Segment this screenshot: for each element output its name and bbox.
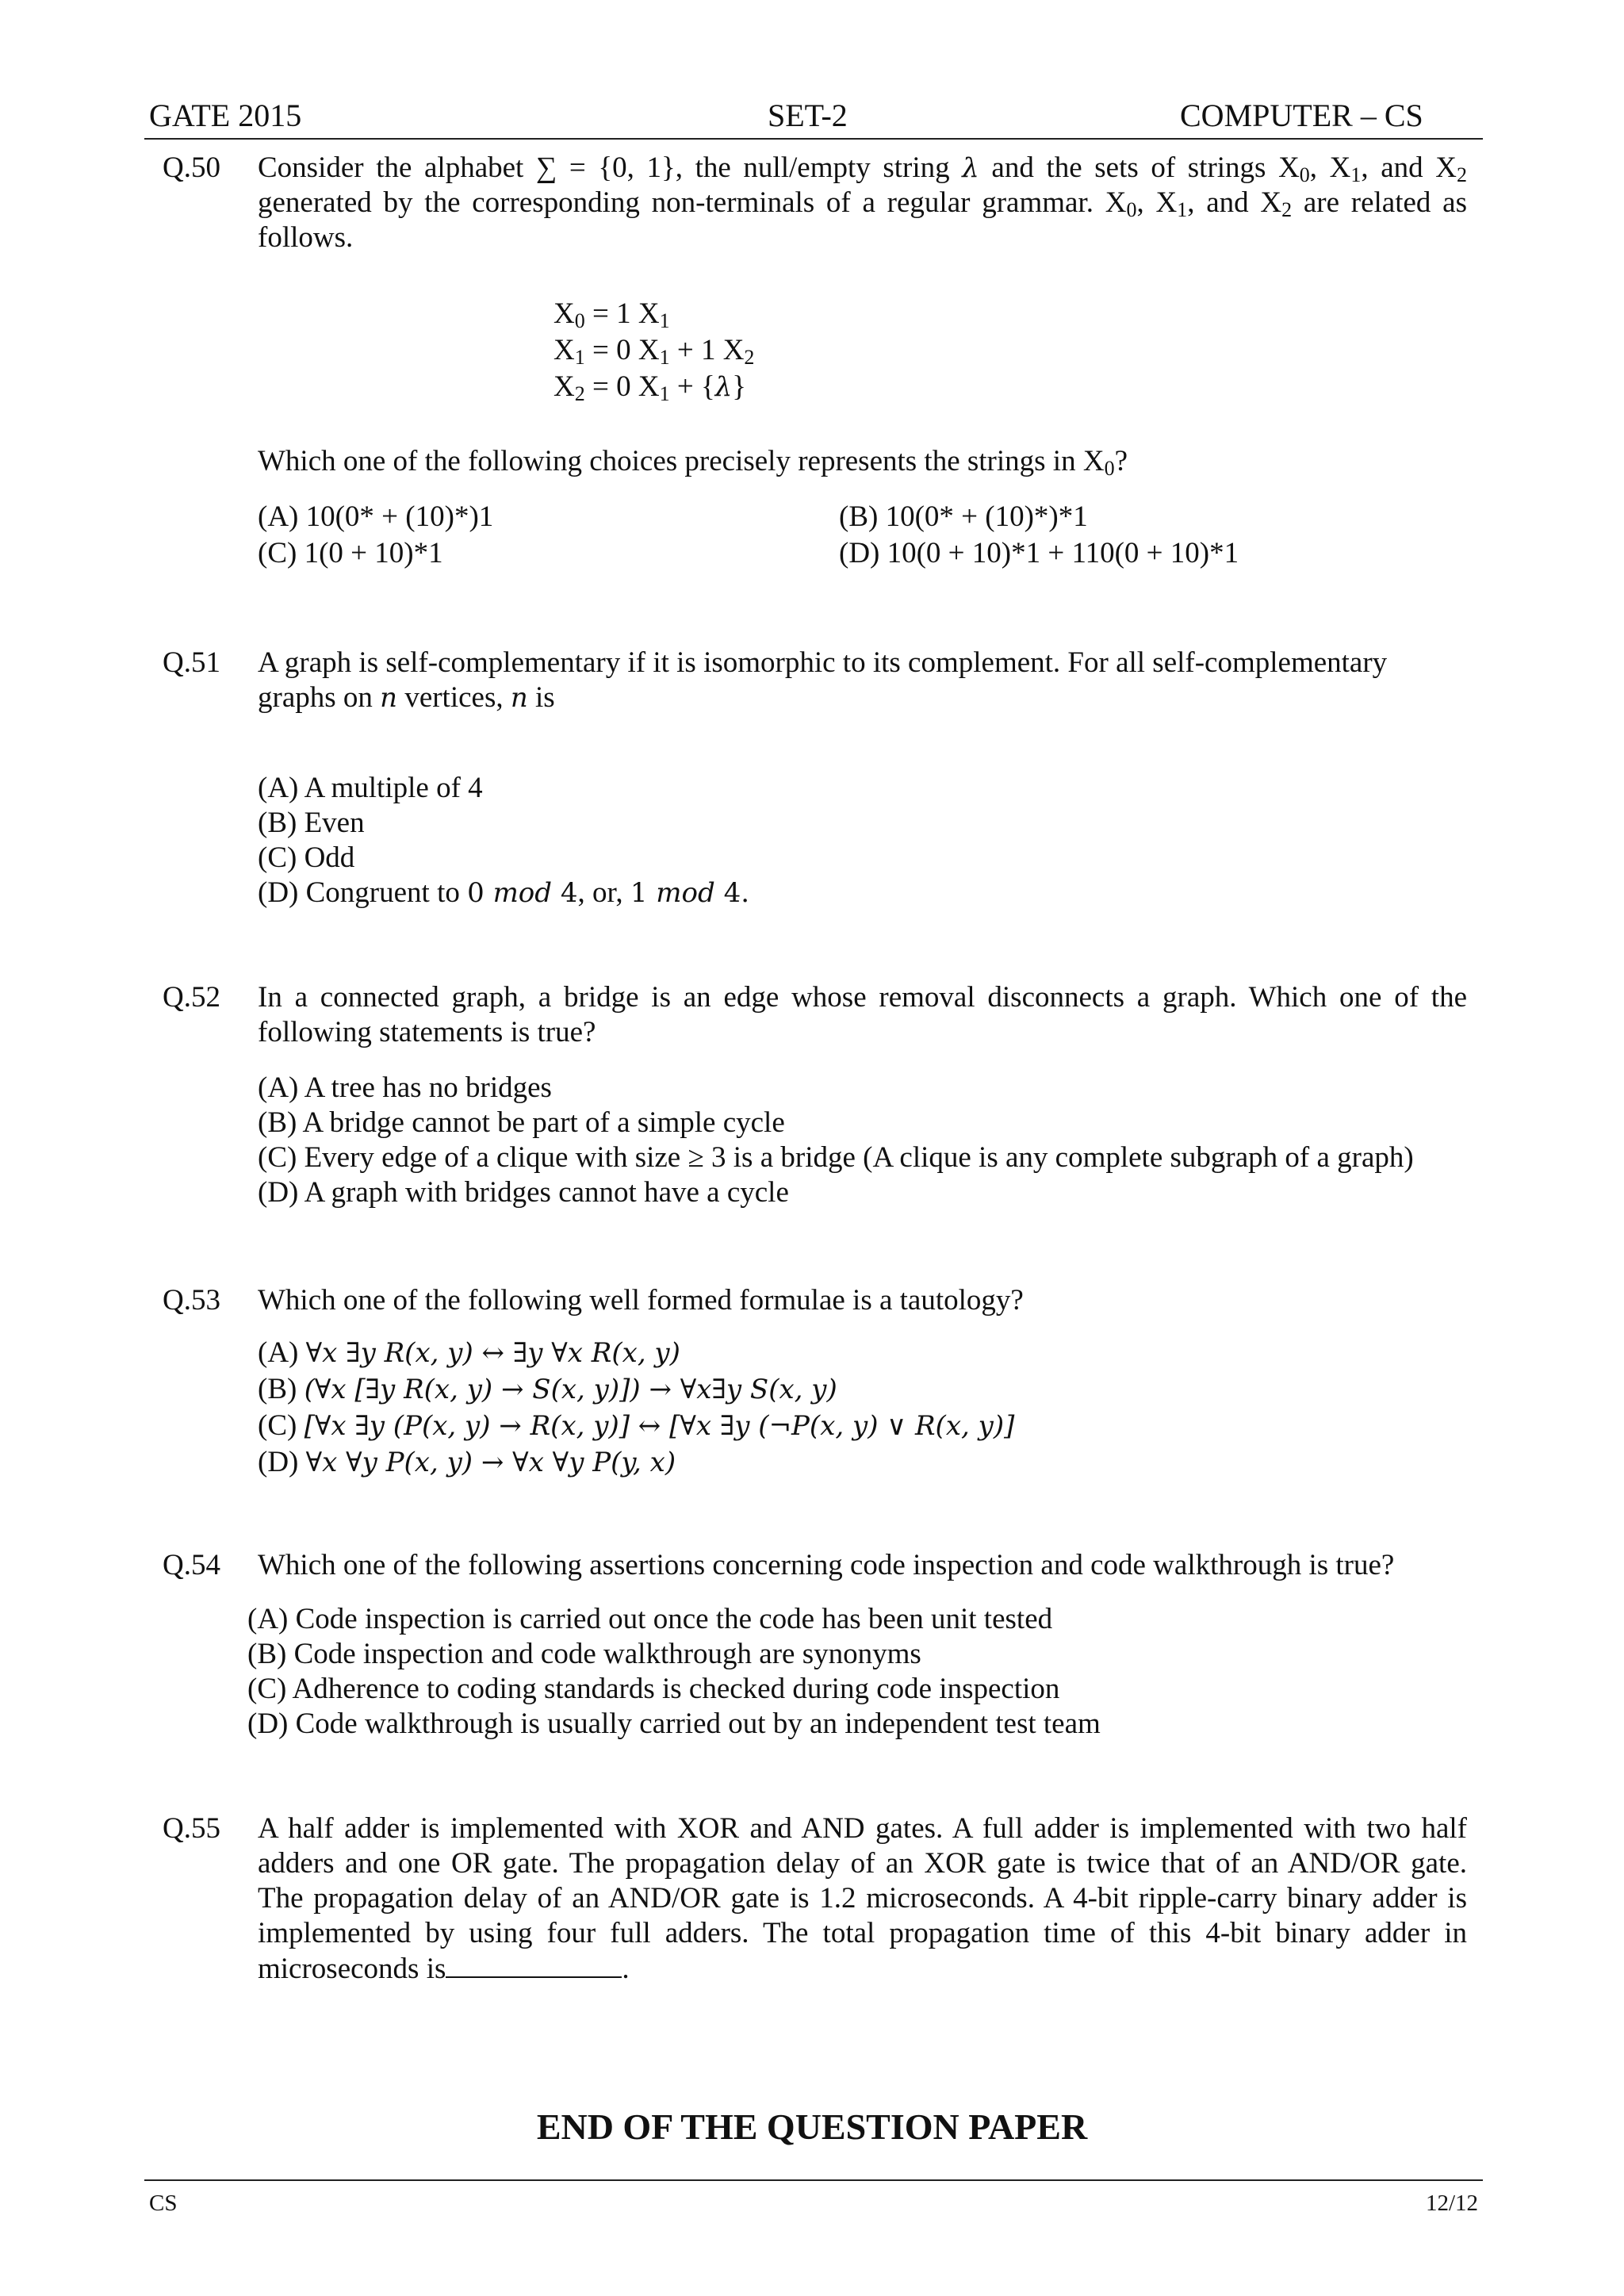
option-b: (B) 10(0* + (10)*)*1 (839, 500, 1088, 533)
option-d: (D) A graph with bridges cannot have a cycle (258, 1176, 789, 1209)
grammar-equation-1: $X_0 = 1$ $X_1$ (553, 297, 670, 332)
option-d: (D) Code walkthrough is usually carried out by an independent test team (247, 1708, 1101, 1740)
footer-rule (144, 2179, 1483, 2181)
question-number: Q.50 (163, 151, 220, 184)
question-text-line: microseconds is . (258, 1953, 630, 1985)
grammar-equation-3: $X_2 = 0$ $X_1 + \{\lambda\}$ (553, 370, 747, 405)
option-a: (A) A tree has no bridges (258, 1071, 552, 1104)
option-a: (A) 10(0* + (10)*)1 (258, 500, 494, 533)
header-subject: COMPUTER – CS (1180, 98, 1423, 133)
option-c: (C) [∀x ∃y (P(x, y) → R(x, y)] ↔ [∀x ∃y (¬P(x, y) ∨ R(x, y)] (258, 1409, 1015, 1442)
question-text-line: A graph is self-complementary if it is isomorphic to its complement. For all self-complementary (258, 646, 1388, 679)
question-text-line: graphs on n vertices, n is (258, 681, 555, 714)
answer-blank (446, 1951, 622, 1978)
header-exam-title: GATE 2015 (149, 98, 302, 133)
question-number: Q.53 (163, 1284, 220, 1317)
question-prompt: Which one of the following choices precisely represents the strings in $X_0$? (258, 445, 1128, 480)
question-text-line: The propagation delay of an AND/OR gate is 1.2 microseconds. A 4-bit ripple-carry binary adder is (258, 1882, 1467, 1915)
option-a: (A) Code inspection is carried out once the code has been unit tested (247, 1603, 1053, 1635)
header-set: SET-2 (768, 98, 848, 133)
option-a: (A) A multiple of 4 (258, 772, 483, 804)
header-rule (144, 138, 1483, 140)
footer-page-number: 12/12 (1426, 2191, 1479, 2216)
option-b: (B) Even (258, 807, 365, 839)
question-number: Q.51 (163, 646, 220, 679)
option-d: (D) ∀x ∀y P(x, y) → ∀x ∀y P(y, x) (258, 1446, 676, 1478)
footer-subject-code: CS (149, 2191, 178, 2216)
option-a: (A) ∀x ∃y R(x, y) ↔ ∃y ∀x R(x, y) (258, 1336, 680, 1369)
question-text-line: adders and one OR gate. The propagation delay of an XOR gate is twice that of an AND/OR gate. (258, 1847, 1467, 1880)
option-b: (B) A bridge cannot be part of a simple cycle (258, 1106, 785, 1139)
grammar-equation-2: $X_1 = 0$ $X_1 + 1$ $X_2$ (553, 334, 755, 369)
question-text-line: follows. (258, 221, 354, 254)
option-c: (C) Adherence to coding standards is checked during code inspection (247, 1673, 1060, 1705)
end-of-paper-title: END OF THE QUESTION PAPER (536, 2106, 1088, 2147)
option-d: (D) 10(0 + 10)*1 + 110(0 + 10)*1 (839, 537, 1239, 569)
option-c: (C) Every edge of a clique with size ≥ 3 is a bridge (A clique is any complete subgraph of a graph) (258, 1141, 1414, 1174)
option-b: (B) Code inspection and code walkthrough are synonyms (247, 1638, 921, 1670)
question-text-line: In a connected graph, a bridge is an edge whose removal disconnects a graph. Which one of the (258, 981, 1467, 1014)
option-c: (C) 1(0 + 10)*1 (258, 537, 443, 569)
question-text-line: Which one of the following assertions concerning code inspection and code walkthrough is true? (258, 1549, 1395, 1581)
option-b: (B) (∀x [∃y R(x, y) → S(x, y)]) → ∀x∃y S(x, y) (258, 1373, 837, 1405)
question-text-line: generated by the corresponding non-terminals of a regular grammar. $X_0$, $X_1$, and $X_2$ are related as (258, 186, 1467, 221)
question-text-line: Which one of the following well formed formulae is a tautology? (258, 1284, 1024, 1317)
question-number: Q.54 (163, 1549, 220, 1581)
question-text-line: A half adder is implemented with XOR and AND gates. A full adder is implemented with two half (258, 1812, 1467, 1845)
question-number: Q.52 (163, 981, 220, 1014)
option-c: (C) Odd (258, 841, 355, 874)
question-number: Q.55 (163, 1812, 220, 1845)
question-text-line: implemented by using four full adders. The total propagation time of this 4-bit binary adder in (258, 1917, 1467, 1949)
question-text-line: Consider the alphabet ∑ = {0, 1}, the null/empty string λ and the sets of strings $X_0$, $X_1$, and $X_2$ (258, 151, 1467, 186)
option-d: (D) Congruent to 0 mod 4, or, 1 mod 4. (258, 876, 750, 909)
question-text-line: following statements is true? (258, 1016, 596, 1048)
